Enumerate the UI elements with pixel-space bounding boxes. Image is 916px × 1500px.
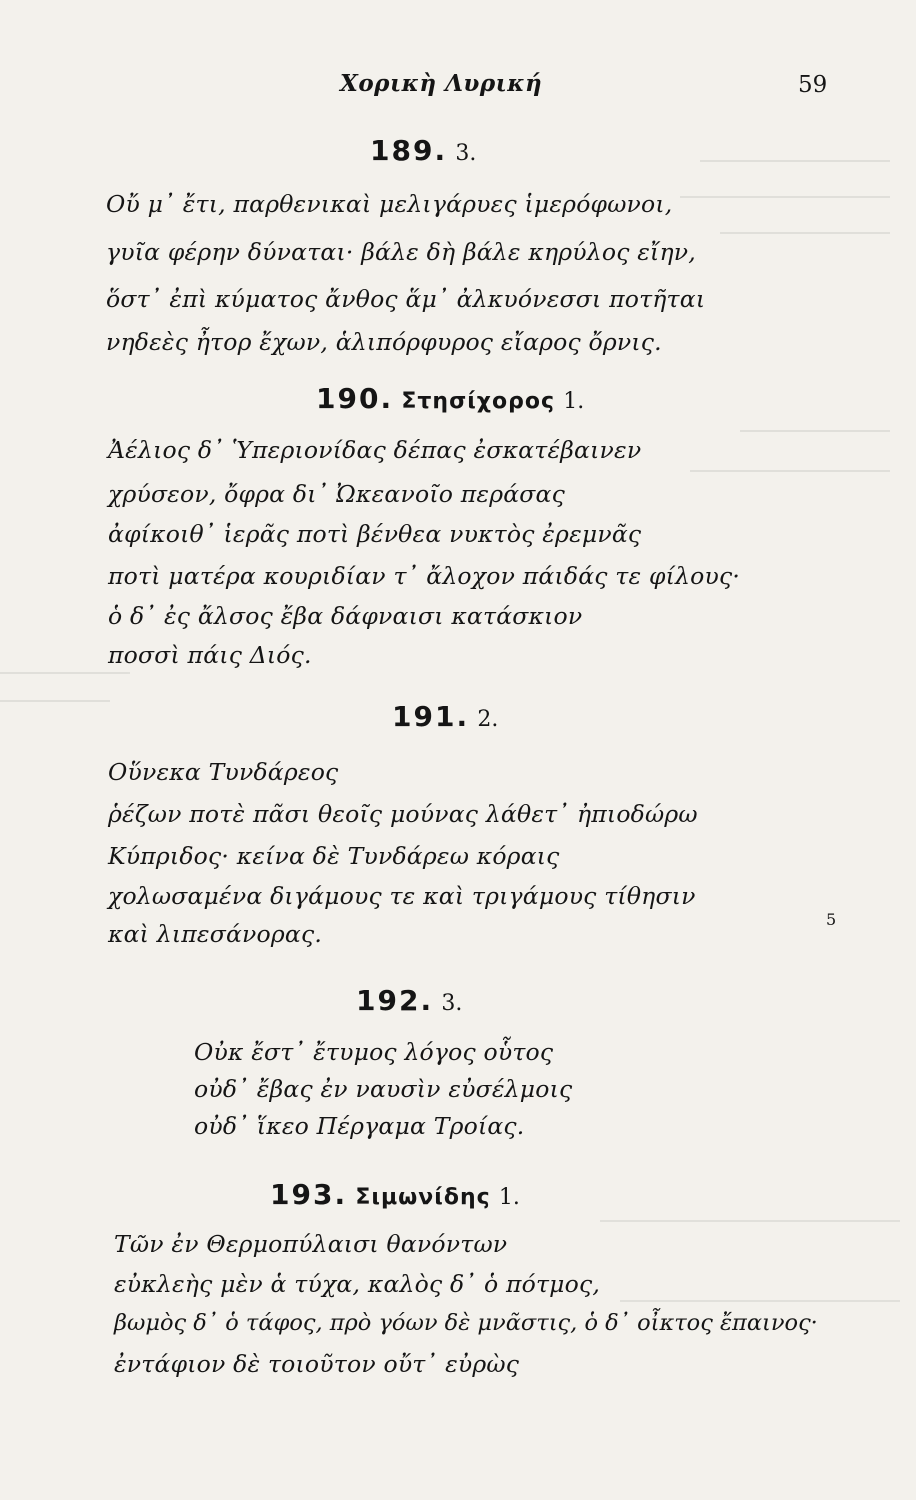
verse-line: Οὕνεκα Τυνδάρεος <box>108 758 339 786</box>
section-heading <box>370 134 476 167</box>
verse-line: Οὐκ ἔστ᾽ ἔτυμος λόγος οὗτος <box>194 1038 554 1066</box>
fragment-ref: 2. <box>477 707 499 732</box>
verse-line: ἀφίκοιθ᾽ ἱερᾶς ποτὶ βένθεα νυκτὸς ἐρεμνᾶς <box>108 520 642 548</box>
fragment-author: Στησίχορος <box>401 389 556 414</box>
fragment-number: 192. <box>356 984 434 1017</box>
verse-line: χρύσεον, ὄφρα δι᾽ Ὠκεανοῖο περάσας <box>108 480 565 508</box>
fragment-number: 190. <box>316 382 394 415</box>
section-heading <box>270 1178 520 1211</box>
verse-line: γυῖα φέρην δύναται· βάλε δὴ βάλε κηρύλος εἴην, <box>106 238 696 266</box>
verse-line: ὁ δ᾽ ἐς ἄλσος ἔβα δάφναισι κατάσκιον <box>108 602 583 630</box>
verse-line: χολωσαμένα διγάμους τε καὶ τριγάμους τίθησιν <box>108 882 696 910</box>
verse-line: Οὔ μ᾽ ἔτι, παρθενικαὶ μελιγάρυες ἱμερόφωνοι, <box>106 190 673 218</box>
verse-line: βωμὸς δ᾽ ὁ τάφος, πρὸ γόων δὲ μνᾶστις, ὁ δ᾽ οἶκτος ἔπαινος· <box>114 1310 818 1336</box>
margin-line-number: 5 <box>826 910 837 929</box>
fragment-ref: 1. <box>563 389 585 414</box>
verse-line: Κύπριδος· κείνα δὲ Τυνδάρεω κόραις <box>108 842 560 870</box>
fragment-number: 193. <box>270 1178 348 1211</box>
verse-line: Τῶν ἐν Θερμοπύλαισι θανόντων <box>114 1230 508 1258</box>
page-number: 59 <box>798 72 828 98</box>
verse-line: ἐντάφιον δὲ τοιοῦτον οὔτ᾽ εὐρὼς <box>114 1350 520 1378</box>
verse-line: οὐδ᾽ ἔβας ἐν ναυσὶν εὐσέλμοις <box>194 1075 573 1103</box>
verse-line: οὐδ᾽ ἵκεο Πέργαμα Τροίας. <box>194 1112 525 1140</box>
verse-line: ῥέζων ποτὲ πᾶσι θεοῖς μούνας λάθετ᾽ ἠπιοδώρω <box>108 800 698 828</box>
verse-line: εὐκλεὴς μὲν ἁ τύχα, καλὸς δ᾽ ὁ πότμος, <box>114 1270 601 1298</box>
section-heading <box>356 984 462 1017</box>
section-heading <box>316 382 584 415</box>
fragment-ref: 3. <box>441 991 463 1016</box>
verse-line: ποτὶ ματέρα κουριδίαν τ᾽ ἄλοχον πάιδάς τε φίλους· <box>108 562 741 590</box>
fragment-number: 191. <box>392 700 470 733</box>
fragment-number: 189. <box>370 134 448 167</box>
section-heading <box>392 700 498 733</box>
running-title: Χορικὴ Λυρική <box>340 70 543 97</box>
fragment-author: Σιμωνίδης <box>355 1185 491 1210</box>
verse-line: ποσσὶ πάις Διός. <box>108 641 312 669</box>
verse-line: νηδεὲς ἦτορ ἔχων, ἁλιπόρφυρος εἴαρος ὄρνις. <box>106 328 662 356</box>
verse-line: Ἀέλιος δ᾽ Ὑπεριονίδας δέπας ἐσκατέβαινεν <box>108 436 642 464</box>
verse-line: καὶ λιπεσάνορας. <box>108 920 322 948</box>
fragment-ref: 1. <box>498 1185 520 1210</box>
running-head <box>0 70 916 106</box>
verse-line: ὅστ᾽ ἐπὶ κύματος ἄνθος ἅμ᾽ ἀλκυόνεσσι ποτῆται <box>106 285 706 313</box>
fragment-ref: 3. <box>455 141 477 166</box>
